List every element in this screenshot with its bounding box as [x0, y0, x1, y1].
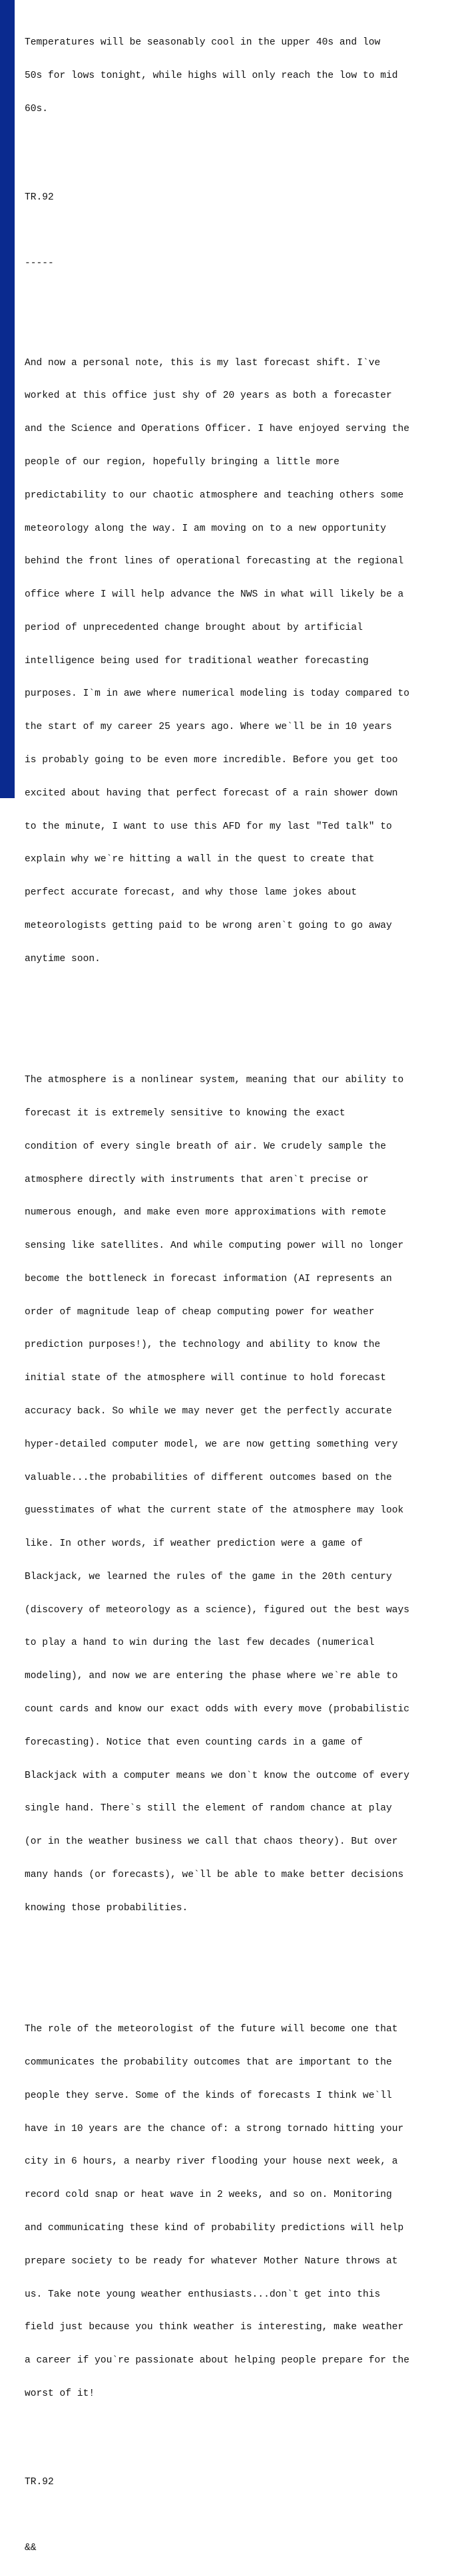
text-line: hyper-detailed computer model, we are now getting something very	[25, 1439, 398, 1450]
text-line: perfect accurate forecast, and why those lame jokes about	[25, 887, 357, 899]
text-line: people of our region, hopefully bringing a little more	[25, 456, 339, 468]
text-line: anytime soon.	[25, 953, 101, 964]
text-line: and communicating these kind of probability predictions will help	[25, 2222, 404, 2233]
left-accent-bar	[0, 0, 15, 798]
text-line: modeling), and now we are entering the phase where we`re able to	[25, 1671, 398, 1682]
atmosphere-paragraph	[25, 1053, 451, 1936]
text-line: intelligence being used for traditional weather forecasting	[25, 655, 369, 666]
text-line: purposes. I`m in awe where numerical modeling is today compared to	[25, 688, 410, 700]
text-line: to the minute, I want to use this AFD for my last "Ted talk" to	[25, 821, 392, 832]
text-line: prepare society to be ready for whatever Mother Nature throws at	[25, 2255, 398, 2267]
text-line: office where I will help advance the NWS in what will likely be a	[25, 589, 404, 601]
text-line: initial state of the atmosphere will continue to hold forecast	[25, 1373, 386, 1384]
signature-second: TR.92	[25, 2476, 54, 2488]
text-line: condition of every single breath of air. We crudely sample the	[25, 1141, 386, 1152]
text-line: become the bottleneck in forecast information (AI represents an	[25, 1273, 392, 1284]
text-line: like. In other words, if weather prediction were a game of	[25, 1538, 363, 1550]
forecast-discussion-text	[25, 0, 451, 2576]
text-line: is probably going to be even more incredible. Before you get too	[25, 754, 398, 766]
end-marker: &&	[25, 2543, 37, 2554]
text-line: And now a personal note, this is my last forecast shift. I`ve	[25, 357, 381, 368]
future-role-paragraph	[25, 2002, 451, 2422]
section-divider: -----	[25, 258, 54, 269]
text-line: The role of the meteorologist of the future will become one that	[25, 2024, 398, 2035]
personal-note-paragraph	[25, 335, 451, 986]
text-line: the start of my career 25 years ago. Where we`ll be in 10 years	[25, 722, 392, 733]
text-line: forecast it is extremely sensitive to knowing the exact	[25, 1107, 345, 1119]
text-line: meteorologists getting paid to be wrong aren`t going to go away	[25, 920, 392, 931]
text-line: meteorology along the way. I am moving on to a new opportunity	[25, 523, 386, 534]
signature-first: TR.92	[25, 192, 54, 203]
text-line: knowing those probabilities.	[25, 1902, 188, 1914]
text-line: period of unprecedented change brought about by artificial	[25, 622, 363, 633]
text-line: a career if you`re passionate about helping people prepare for the	[25, 2355, 410, 2366]
text-line: to play a hand to win during the last few decades (numerical	[25, 1638, 375, 1649]
text-line: behind the front lines of operational forecasting at the regional	[25, 556, 404, 567]
text-line: atmosphere directly with instruments that aren`t precise or	[25, 1174, 369, 1185]
text-line: worked at this office just shy of 20 years as both a forecaster	[25, 390, 392, 402]
document-content	[15, 0, 452, 2554]
text-line: 50s for lows tonight, while highs will only reach the low to mid	[25, 71, 398, 82]
text-line: numerous enough, and make even more approximations with remote	[25, 1207, 386, 1218]
text-line: worst of it!	[25, 2388, 95, 2399]
text-line: explain why we`re hitting a wall in the quest to create that	[25, 854, 375, 865]
text-line: (or in the weather business we call that chaos theory). But over	[25, 1836, 398, 1848]
text-line: Blackjack with a computer means we don`t know the outcome of every	[25, 1770, 410, 1781]
intro-paragraph	[25, 15, 451, 137]
text-line: Temperatures will be seasonably cool in the upper 40s and low	[25, 37, 381, 49]
text-line: record cold snap or heat wave in 2 weeks, and so on. Monitoring	[25, 2190, 392, 2201]
text-line: forecasting). Notice that even counting cards in a game of	[25, 1737, 363, 1748]
text-line: accuracy back. So while we may never get the perfectly accurate	[25, 1406, 392, 1417]
text-line: (discovery of meteorology as a science), figured out the best ways	[25, 1604, 410, 1616]
text-line: excited about having that perfect forecast of a rain shower down	[25, 787, 398, 799]
text-line: communicates the probability outcomes that are important to the	[25, 2057, 392, 2069]
text-line: 60s.	[25, 103, 49, 114]
text-line: prediction purposes!), the technology and ability to know the	[25, 1340, 381, 1351]
text-line: and the Science and Operations Officer. I have enjoyed serving the	[25, 424, 410, 435]
text-line: single hand. There`s still the element of random chance at play	[25, 1803, 392, 1814]
text-line: The atmosphere is a nonlinear system, meaning that our ability to	[25, 1075, 404, 1086]
text-line: predictability to our chaotic atmosphere and teaching others some	[25, 490, 404, 501]
text-line: Blackjack, we learned the rules of the game in the 20th century	[25, 1571, 392, 1582]
text-line: have in 10 years are the chance of: a strong tornado hitting your	[25, 2123, 404, 2134]
text-line: order of magnitude leap of cheap computing power for weather	[25, 1306, 375, 1318]
text-line: us. Take note young weather enthusiasts...don`t get into this	[25, 2289, 381, 2300]
text-line: count cards and know our exact odds with every move (probabilistic	[25, 1704, 410, 1715]
text-line: guesstimates of what the current state of the atmosphere may look	[25, 1505, 404, 1516]
text-line: field just because you think weather is interesting, make weather	[25, 2322, 404, 2333]
text-line: people they serve. Some of the kinds of forecasts I think we`ll	[25, 2090, 392, 2101]
text-line: sensing like satellites. And while computing power will no longer	[25, 1240, 404, 1252]
text-line: valuable...the probabilities of different outcomes based on the	[25, 1472, 392, 1483]
text-line: city in 6 hours, a nearby river flooding your house next week, a	[25, 2156, 398, 2168]
text-line: many hands (or forecasts), we`ll be able to make better decisions	[25, 1869, 404, 1880]
